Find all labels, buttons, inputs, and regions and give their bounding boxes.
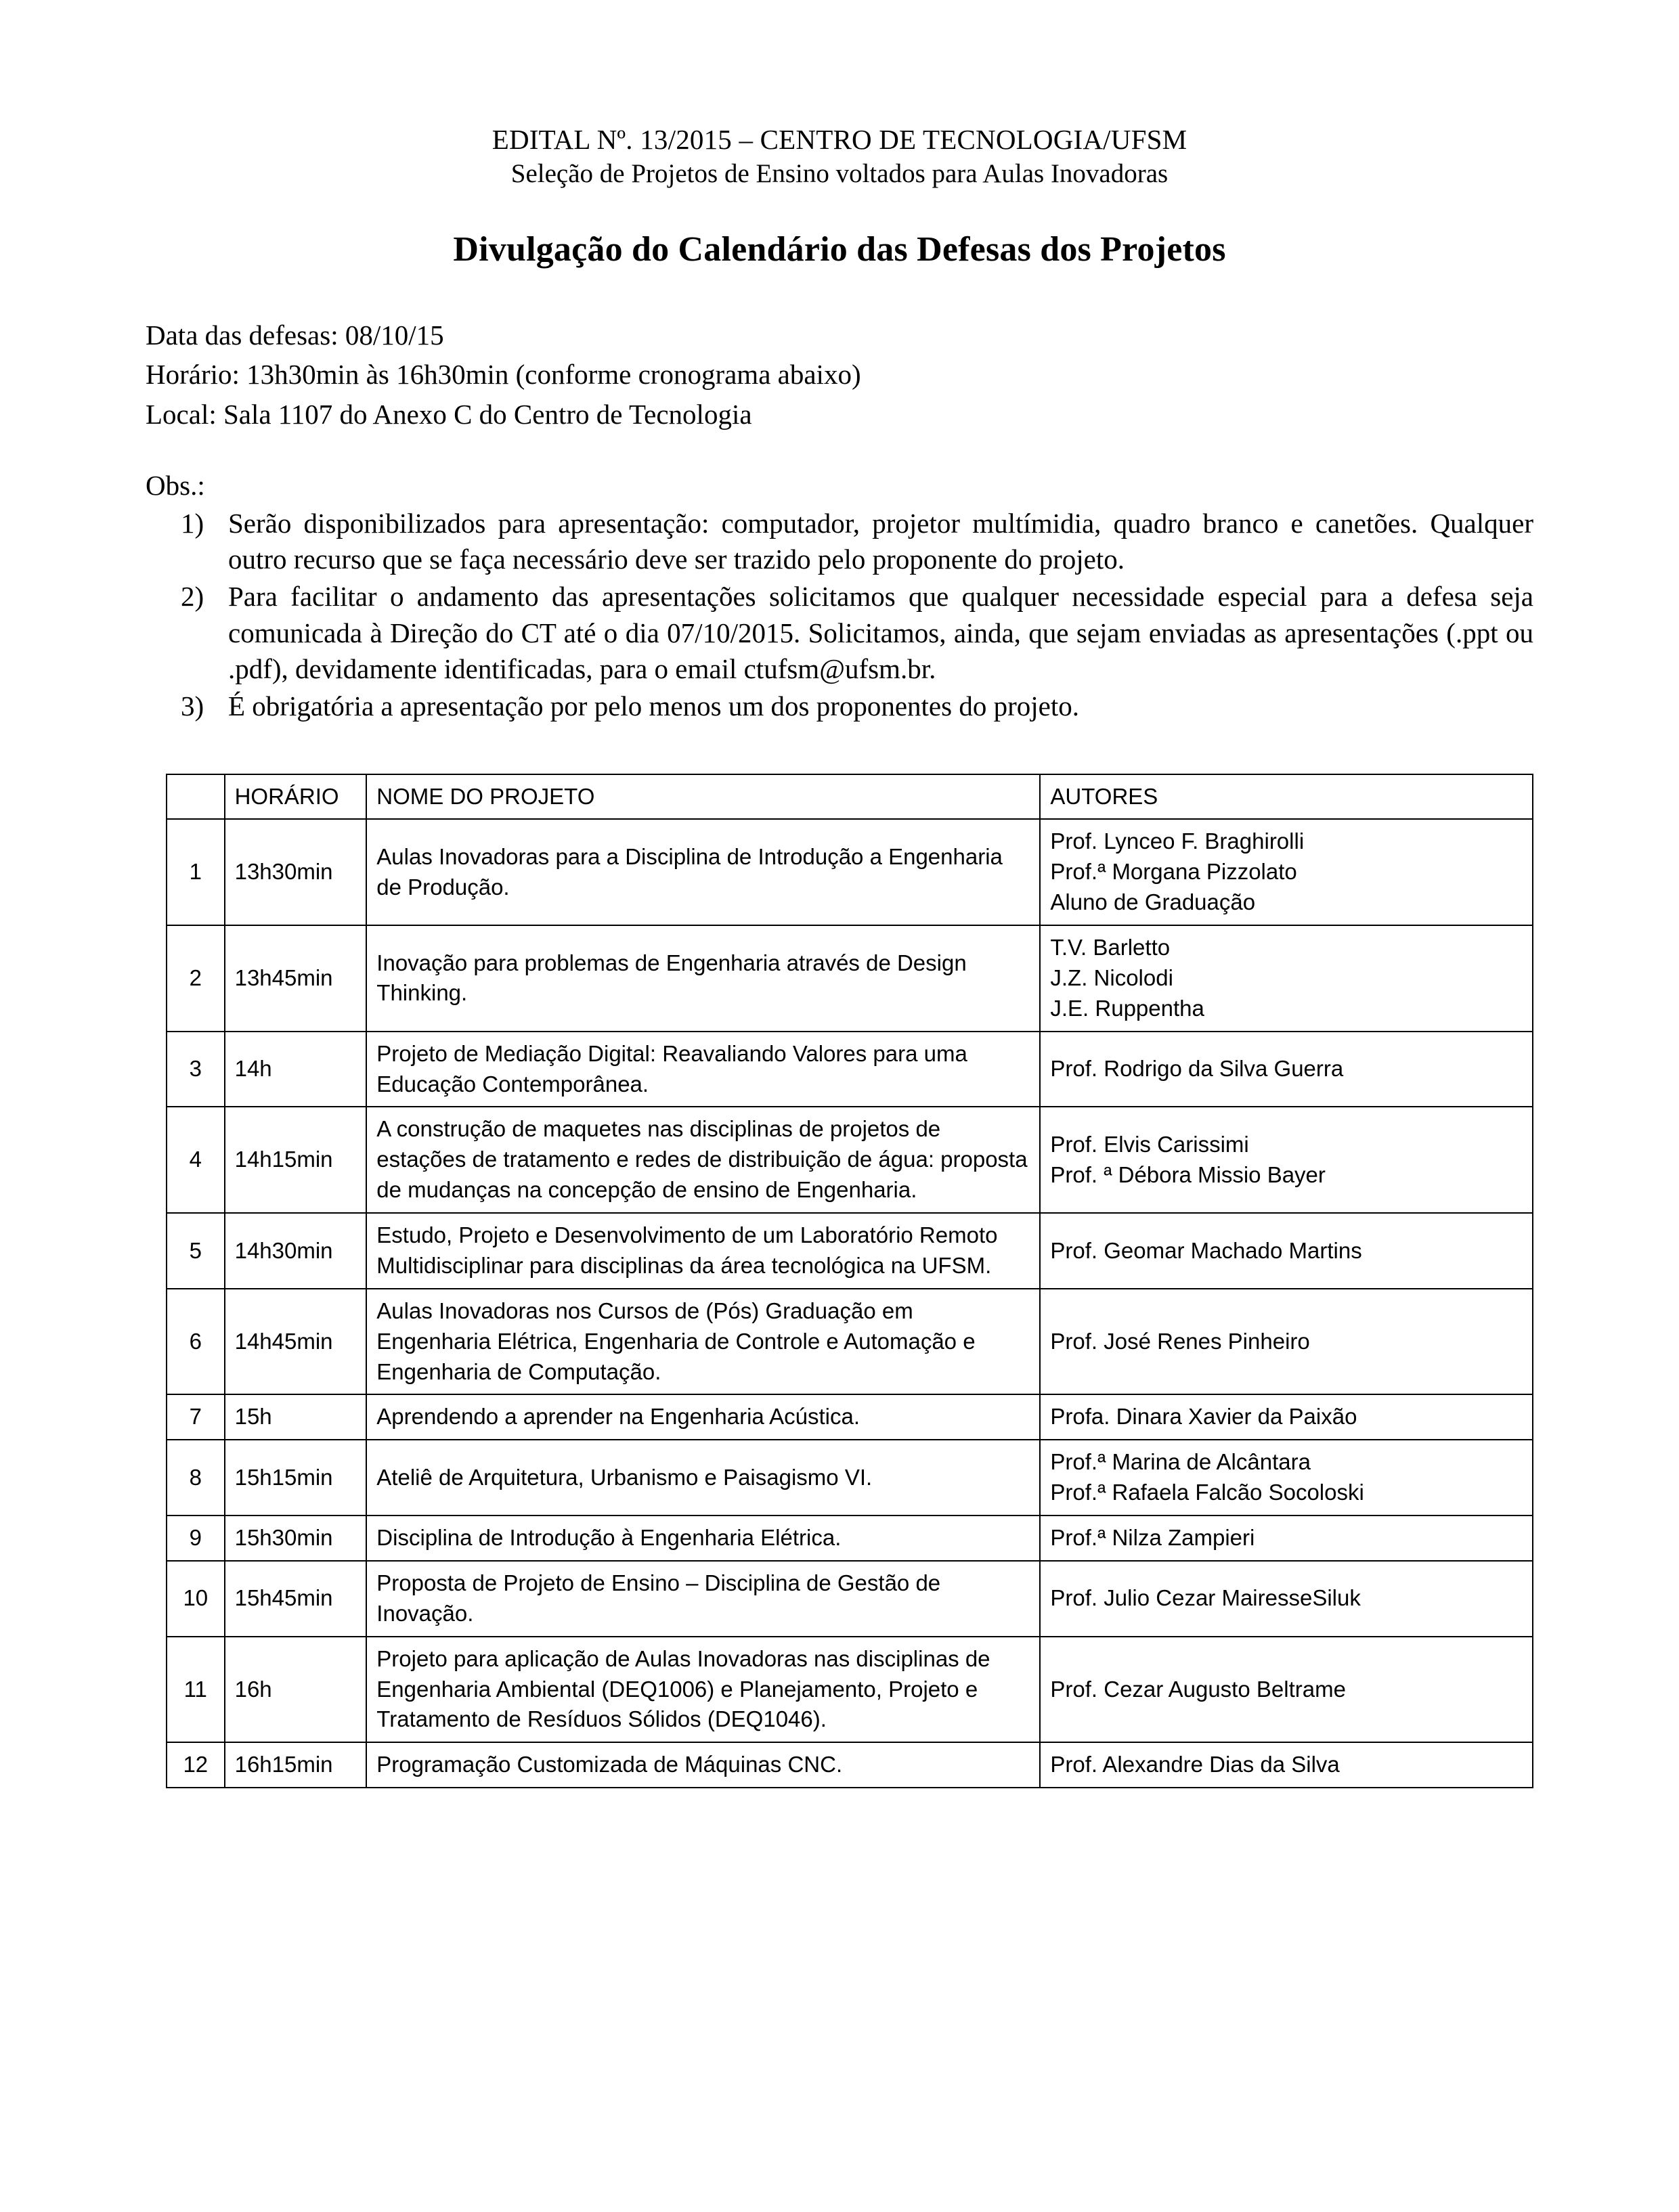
row-index: 11: [167, 1637, 225, 1743]
row-authors: Prof. Julio Cezar MairesseSiluk: [1040, 1561, 1533, 1637]
row-index: 2: [167, 925, 225, 1032]
page-title: Divulgação do Calendário das Defesas dos Projetos: [453, 230, 1226, 269]
row-authors: Prof.ª Marina de Alcântara Prof.ª Rafaela Falcão Socoloski: [1040, 1440, 1533, 1516]
row-authors: Profa. Dinara Xavier da Paixão: [1040, 1394, 1533, 1440]
row-time: 16h: [225, 1637, 367, 1743]
row-time: 14h15min: [225, 1107, 367, 1213]
list-item: [146, 688, 1533, 724]
table-row: [167, 1289, 1533, 1395]
row-time: 16h15min: [225, 1742, 367, 1788]
row-index: 4: [167, 1107, 225, 1213]
row-project: Ateliê de Arquitetura, Urbanismo e Paisagismo VI.: [366, 1440, 1040, 1516]
defense-time: Horário: 13h30min às 16h30min (conforme cronograma abaixo): [146, 359, 861, 391]
column-header-time: HORÁRIO: [225, 774, 367, 820]
row-authors: Prof. Lynceo F. Braghirolli Prof.ª Morgana Pizzolato Aluno de Graduação: [1040, 819, 1533, 925]
row-time: 15h45min: [225, 1561, 367, 1637]
row-index: 8: [167, 1440, 225, 1516]
row-time: 13h45min: [225, 925, 367, 1032]
table-row: [167, 1032, 1533, 1107]
row-project: Aprendendo a aprender na Engenharia Acústica.: [366, 1394, 1040, 1440]
table-row: [167, 1742, 1533, 1788]
table-body: [167, 819, 1533, 1788]
row-project: Aulas Inovadoras para a Disciplina de Introdução a Engenharia de Produção.: [366, 819, 1040, 925]
row-index: 3: [167, 1032, 225, 1107]
row-authors: Prof. Alexandre Dias da Silva: [1040, 1742, 1533, 1788]
table-row: [167, 1440, 1533, 1516]
list-item: [146, 506, 1533, 578]
edital-subtitle: Seleção de Projetos de Ensino voltados para Aulas Inovadoras: [510, 159, 1169, 189]
row-time: 15h30min: [225, 1516, 367, 1561]
list-item-text: É obrigatória a apresentação por pelo menos um dos proponentes do projeto.: [228, 690, 1079, 722]
list-item-marker: 1): [181, 507, 204, 539]
row-authors: Prof. Geomar Machado Martins: [1040, 1213, 1533, 1289]
row-time: 15h15min: [225, 1440, 367, 1516]
edital-line: EDITAL Nº. 13/2015 – CENTRO DE TECNOLOGIA/UFSM: [492, 124, 1187, 155]
row-project: Programação Customizada de Máquinas CNC.: [366, 1742, 1040, 1788]
observations-list: [146, 506, 1533, 725]
row-index: 5: [167, 1213, 225, 1289]
column-header-project: NOME DO PROJETO: [366, 774, 1040, 820]
row-authors: Prof. José Renes Pinheiro: [1040, 1289, 1533, 1395]
table-row: [167, 1637, 1533, 1743]
document-header: [146, 122, 1533, 269]
row-index: 9: [167, 1516, 225, 1561]
row-authors: Prof. Cezar Augusto Beltrame: [1040, 1637, 1533, 1743]
table-row: [167, 1561, 1533, 1637]
row-authors: Prof. Elvis Carissimi Prof. ª Débora Missio Bayer: [1040, 1107, 1533, 1213]
column-header-index: [167, 774, 225, 820]
row-project: Aulas Inovadoras nos Cursos de (Pós) Graduação em Engenharia Elétrica, Engenharia de Controle e Automação e Engenharia de Computação.: [366, 1289, 1040, 1395]
list-item-text: Serão disponibilizados para apresentação: computador, projetor multímidia, quadro branco e canetões. Qualquer outro recurso que se faça necessário deve ser trazido pelo proponente do projeto.: [228, 507, 1533, 575]
row-time: 14h30min: [225, 1213, 367, 1289]
table-row: [167, 925, 1533, 1032]
row-index: 1: [167, 819, 225, 925]
defense-info: [146, 315, 1533, 434]
row-time: 14h45min: [225, 1289, 367, 1395]
table-row: [167, 819, 1533, 925]
table-header-row: [167, 774, 1533, 820]
table-row: [167, 1516, 1533, 1561]
table-row: [167, 1213, 1533, 1289]
table-row: [167, 1107, 1533, 1213]
list-item-marker: 2): [181, 581, 204, 613]
row-project: Projeto de Mediação Digital: Reavaliando Valores para uma Educação Contemporânea.: [366, 1032, 1040, 1107]
defense-date: Data das defesas: 08/10/15: [146, 319, 444, 351]
row-project: Disciplina de Introdução à Engenharia Elétrica.: [366, 1516, 1040, 1561]
row-project: A construção de maquetes nas disciplinas de projetos de estações de tratamento e redes de distribuição de água: proposta de mudanças na concepção de ensino de Engenharia.: [366, 1107, 1040, 1213]
row-time: 13h30min: [225, 819, 367, 925]
row-time: 15h: [225, 1394, 367, 1440]
row-time: 14h: [225, 1032, 367, 1107]
defense-schedule-table: [166, 774, 1533, 1789]
row-project: Estudo, Projeto e Desenvolvimento de um Laboratório Remoto Multidisciplinar para disciplinas da área tecnológica na UFSM.: [366, 1213, 1040, 1289]
row-index: 6: [167, 1289, 225, 1395]
row-index: 12: [167, 1742, 225, 1788]
list-item-marker: 3): [181, 690, 204, 722]
row-index: 7: [167, 1394, 225, 1440]
row-index: 10: [167, 1561, 225, 1637]
table-row: [167, 1394, 1533, 1440]
observations-label: Obs.:: [146, 469, 205, 501]
row-authors: Prof. Rodrigo da Silva Guerra: [1040, 1032, 1533, 1107]
row-authors: T.V. Barletto J.Z. Nicolodi J.E. Ruppentha: [1040, 925, 1533, 1032]
list-item-text: Para facilitar o andamento das apresentações solicitamos que qualquer necessidade especial para a defesa seja comunicada à Direção do CT até o dia 07/10/2015. Solicitamos, ainda, que sejam enviadas as apresentações (.ppt ou .pdf), devidamente identificadas, para o email ctufsm@ufsm.br.: [228, 581, 1533, 684]
row-project: Proposta de Projeto de Ensino – Disciplina de Gestão de Inovação.: [366, 1561, 1040, 1637]
defense-place: Local: Sala 1107 do Anexo C do Centro de Tecnologia: [146, 398, 752, 430]
row-authors: Prof.ª Nilza Zampieri: [1040, 1516, 1533, 1561]
list-item: [146, 579, 1533, 687]
column-header-authors: AUTORES: [1040, 774, 1533, 820]
row-project: Inovação para problemas de Engenharia através de Design Thinking.: [366, 925, 1040, 1032]
row-project: Projeto para aplicação de Aulas Inovadoras nas disciplinas de Engenharia Ambiental (DEQ1006) e Planejamento, Projeto e Tratamento de Resíduos Sólidos (DEQ1046).: [366, 1637, 1040, 1743]
